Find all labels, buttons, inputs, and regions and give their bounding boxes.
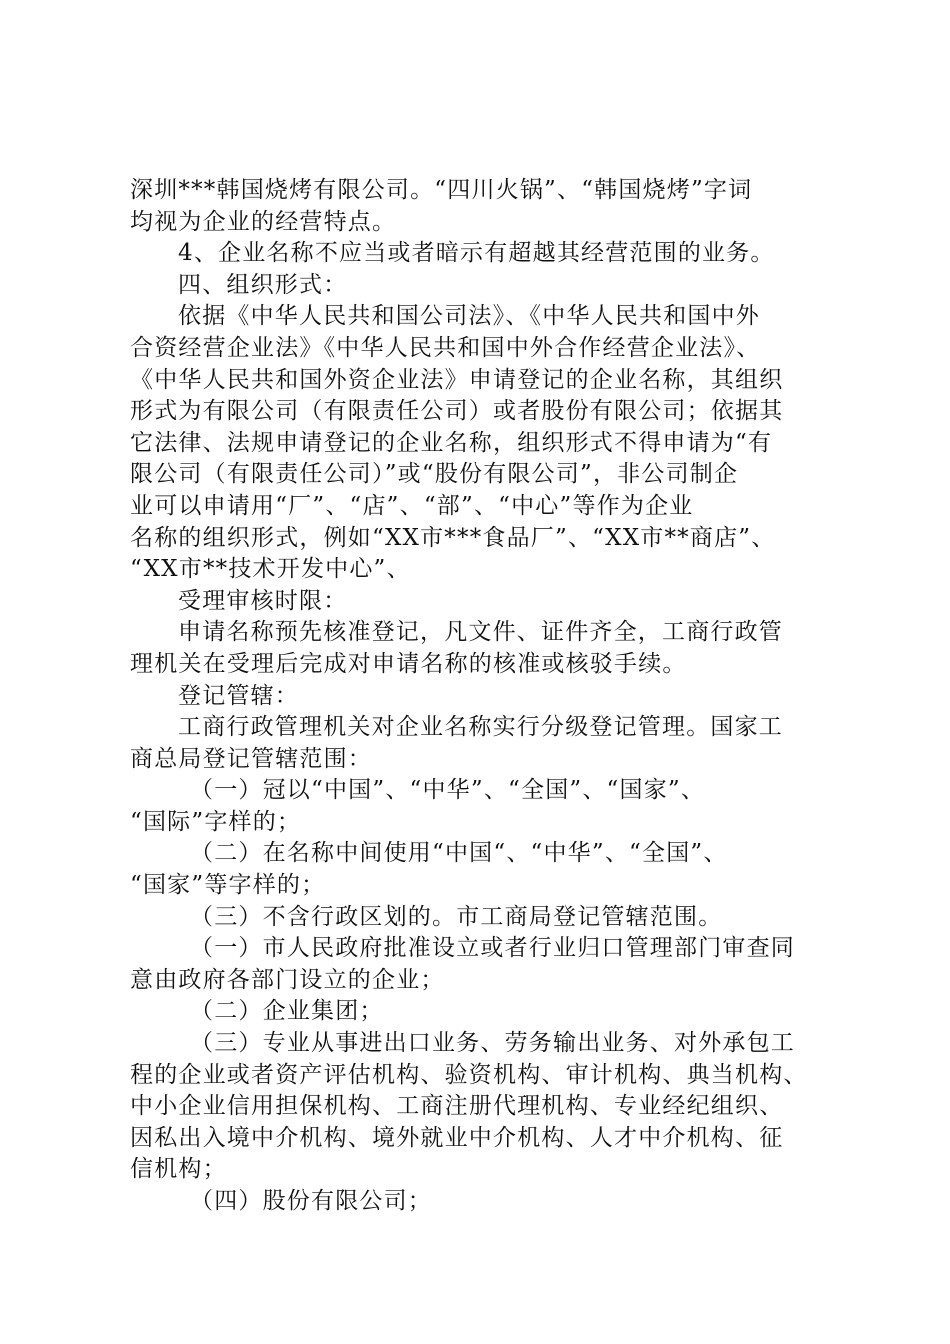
text-line-3: 4、企业名称不应当或者暗示有超越其经营范围的业务。 — [178, 240, 775, 267]
list-item-line-24: （三）不含行政区划的。市工商局登记管辖范围。 — [190, 903, 723, 930]
text-line-12: 名称的组织形式，例如“XX市***食品厂”、“XX市**商店”、 — [130, 524, 776, 551]
list-item-line-25: （一）市人民政府批准设立或者行业归口管理部门审查同 — [190, 935, 795, 962]
text-line-18: 工商行政管理机关对企业名称实行分级登记管理。国家工 — [178, 714, 783, 741]
text-line-31: 因私出入境中介机构、境外就业中介机构、人才中介机构、征 — [130, 1124, 784, 1151]
text-line-13: “XX市**技术开发中心”、 — [130, 556, 411, 583]
text-line-7: 《中华人民共和国外资企业法》申请登记的企业名称，其组织 — [130, 366, 784, 393]
list-item-line-20: （一）冠以“中国”、“中华”、“全国”、“国家”、 — [190, 777, 706, 804]
text-line-19: 商总局登记管辖范围： — [130, 745, 372, 772]
section-heading-review-time: 受理审核时限： — [178, 587, 348, 614]
section-heading-jurisdiction: 登记管辖： — [178, 682, 299, 709]
list-item-line-28: （三）专业从事进出口业务、劳务输出业务、对外承包工 — [190, 1030, 795, 1057]
list-item-line-22: （二）在名称中间使用“中国“、“中华”、“全国”、 — [190, 840, 728, 867]
text-line-32: 信机构； — [130, 1156, 227, 1183]
section-heading-organization-form: 四、组织形式： — [178, 271, 348, 298]
text-line-26: 意由政府各部门设立的企业； — [130, 966, 445, 993]
document-body — [130, 175, 830, 1218]
text-line-8: 形式为有限公司（有限责任公司）或者股份有限公司；依据其 — [130, 398, 784, 425]
text-line-1: 深圳***韩国烧烤有限公司。“四川火锅”、“韩国烧烤”字词 — [130, 177, 753, 203]
text-line-30: 中小企业信用担保机构、工商注册代理机构、专业经纪组织、 — [130, 1093, 784, 1120]
text-line-10: 限公司（有限责任公司）”或“股份有限公司”，非公司制企 — [130, 461, 739, 488]
text-line-2: 均视为企业的经营特点。 — [130, 208, 397, 235]
list-item-line-27: （二）企业集团； — [190, 998, 384, 1025]
text-line-9: 它法律、法规申请登记的企业名称，组织形式不得申请为“有 — [130, 429, 773, 456]
text-line-15: 申请名称预先核准登记，凡文件、证件齐全，工商行政管 — [178, 619, 783, 646]
text-line-21: “国际”字样的； — [130, 808, 302, 835]
text-line-29: 程的企业或者资产评估机构、验资机构、审计机构、典当机构、 — [130, 1061, 808, 1088]
text-line-11: 业可以申请用“厂”、“店”、“部”、“中心”等作为企业 — [130, 492, 694, 519]
text-line-23: “国家”等字样的； — [130, 872, 326, 899]
text-line-5: 依据《中华人民共和国公司法》、《中华人民共和国中外 — [178, 303, 760, 330]
list-item-line-33: （四）股份有限公司； — [190, 1188, 432, 1214]
text-line-6: 合资经营企业法》《中华人民共和国中外合作经营企业法》、 — [130, 334, 761, 361]
text-line-16: 理机关在受理后完成对申请名称的核准或核驳手续。 — [130, 650, 687, 677]
